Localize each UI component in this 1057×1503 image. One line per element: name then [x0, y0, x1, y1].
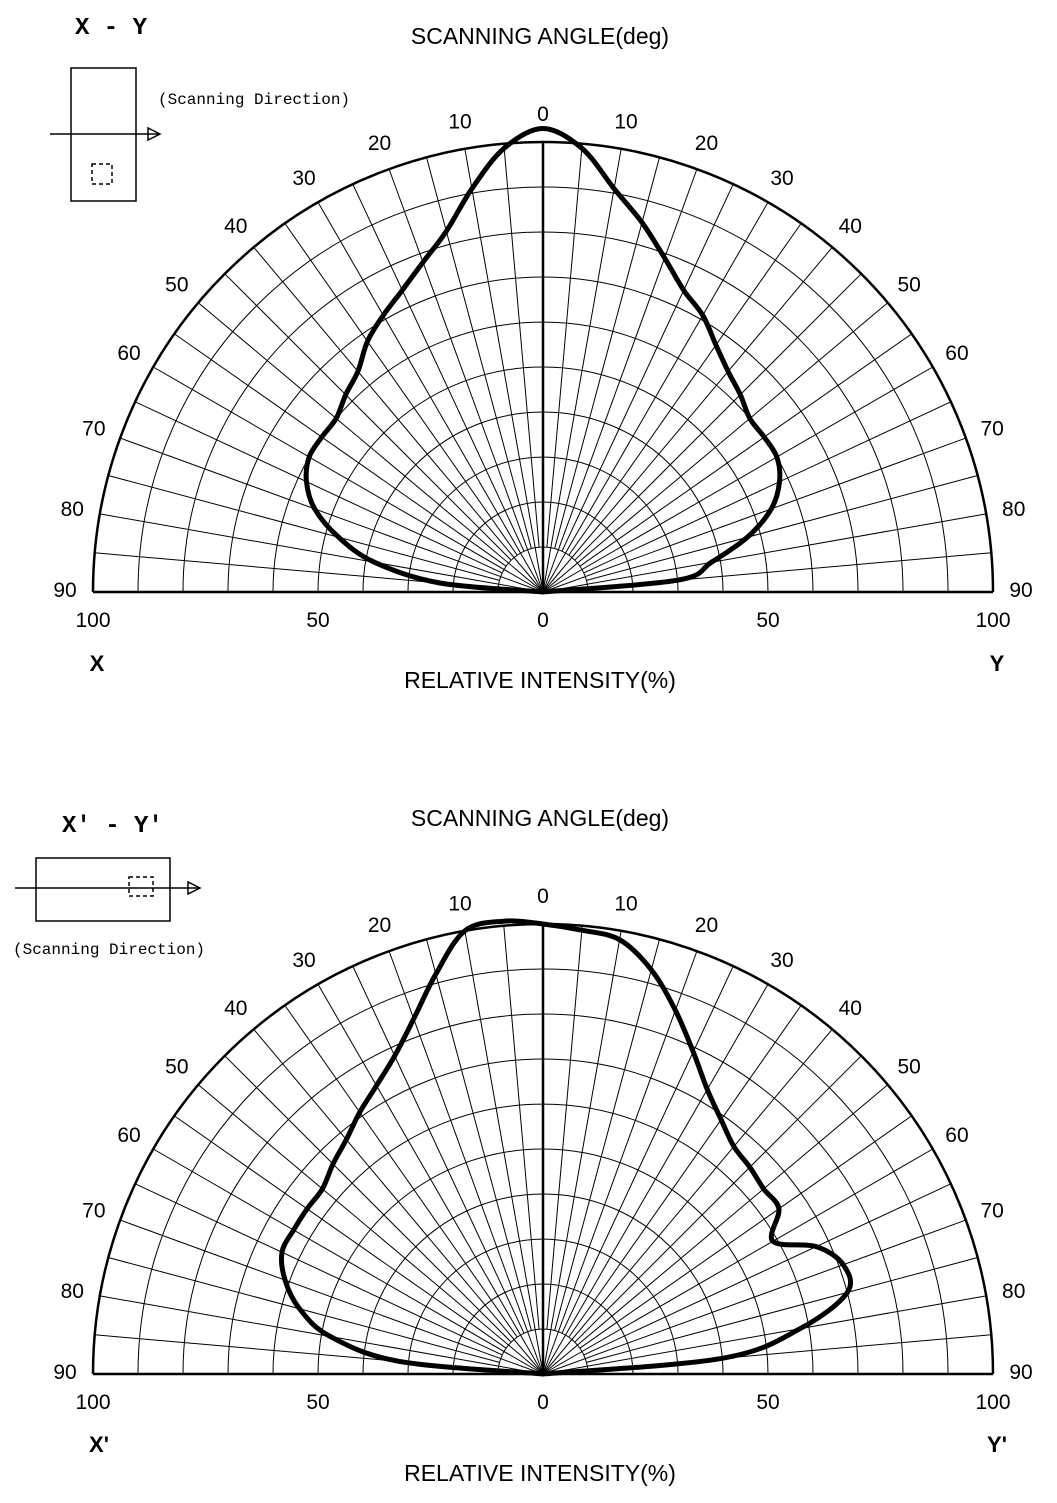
panel-label-1: X - Y	[75, 15, 148, 42]
angle-tick-label: 50	[897, 1055, 921, 1079]
grid-spoke	[543, 1149, 933, 1374]
radius-tick-label: 0	[537, 609, 549, 632]
grid-spoke	[586, 1258, 977, 1363]
radius-tick-label: 50	[306, 1391, 330, 1414]
grid-spoke	[584, 402, 951, 573]
angle-tick-label: 30	[770, 167, 794, 191]
angle-tick-label: 50	[165, 273, 189, 297]
angle-tick-label: 10	[448, 892, 472, 916]
angle-tick-label: 40	[224, 214, 248, 238]
grid-spoke	[504, 926, 539, 1329]
scanning-direction-diagram-2	[15, 858, 200, 921]
radius-tick-label: 100	[75, 1391, 111, 1414]
grid-spoke	[427, 939, 532, 1330]
angle-tick-label: 40	[838, 996, 862, 1020]
chart-title-2: SCANNING ANGLE(deg)	[410, 805, 670, 831]
angle-tick-label: 90	[1009, 579, 1033, 602]
inset-caption-2: (Scanning Direction)	[13, 941, 206, 959]
grid-spoke	[543, 367, 933, 592]
angle-tick-label: 80	[1002, 1279, 1026, 1303]
angle-tick-label: 20	[694, 131, 719, 155]
angle-tick-label: 0	[537, 885, 549, 908]
angle-tick-label: 30	[292, 167, 316, 191]
angle-tick-label: 30	[292, 949, 316, 973]
chart-title-1: SCANNING ANGLE(deg)	[410, 23, 670, 49]
radius-tick-label: 50	[306, 609, 330, 632]
grid-spoke	[562, 184, 733, 551]
radius-tick-label: 50	[756, 1391, 780, 1414]
side-label-right-2: Y'	[987, 1432, 1007, 1457]
radius-tick-label: 0	[537, 1391, 549, 1414]
grid-spoke	[225, 274, 511, 560]
angle-tick-label: 10	[448, 110, 472, 134]
angle-tick-label: 90	[53, 579, 77, 602]
angle-tick-label: 50	[897, 273, 921, 297]
angle-tick-label: 60	[117, 1124, 141, 1147]
angle-tick-label: 10	[614, 110, 638, 134]
grid-spoke	[108, 1258, 499, 1363]
grid-spoke	[543, 984, 768, 1374]
angle-tick-label: 80	[60, 1279, 84, 1303]
panel-label-2: X' - Y'	[62, 813, 163, 840]
angle-tick-label: 70	[980, 1199, 1004, 1223]
radius-tick-label: 100	[75, 609, 111, 632]
x-axis-label-1: RELATIVE INTENSITY(%)	[404, 667, 676, 693]
angle-tick-label: 20	[367, 913, 392, 937]
grid-spoke	[153, 367, 543, 592]
grid-spoke	[555, 939, 660, 1330]
grid-spoke	[555, 157, 660, 548]
angle-tick-label: 60	[117, 342, 141, 365]
angle-tick-label: 80	[60, 497, 84, 521]
angle-tick-label: 40	[224, 996, 248, 1020]
grid-spoke	[580, 1116, 912, 1348]
angle-tick-label: 50	[165, 1055, 189, 1079]
grid-spoke	[285, 1005, 517, 1337]
angle-tick-label: 70	[82, 1199, 106, 1223]
grid-spoke	[547, 926, 582, 1329]
grid-spoke	[569, 1005, 801, 1337]
grid-spoke	[318, 202, 543, 592]
grid-spoke	[575, 274, 861, 560]
grid-spoke	[586, 476, 977, 581]
scanning-direction-diagram-1	[50, 68, 160, 201]
x-axis-label-2: RELATIVE INTENSITY(%)	[404, 1460, 676, 1486]
inset-caption-1: (Scanning Direction)	[158, 91, 351, 109]
grid-spoke	[285, 223, 517, 555]
grid-spoke	[504, 144, 539, 547]
grid-spoke	[153, 1149, 543, 1374]
angle-tick-label: 70	[980, 417, 1004, 441]
angle-tick-label: 60	[945, 342, 969, 365]
grid-spoke	[108, 476, 499, 581]
grid-spoke	[427, 157, 532, 548]
grid-spoke	[562, 966, 733, 1333]
grid-spoke	[569, 223, 801, 555]
detector-dashed-box	[129, 877, 153, 896]
angle-tick-label: 20	[367, 131, 392, 155]
inset-frame	[36, 858, 170, 921]
grid-spoke	[543, 202, 768, 592]
grid-spoke	[575, 1056, 861, 1342]
angle-tick-label: 80	[1002, 497, 1026, 521]
radius-tick-label: 100	[975, 1391, 1011, 1414]
angle-tick-label: 60	[945, 1124, 969, 1147]
grid-spoke	[584, 1184, 951, 1355]
angle-tick-label: 30	[770, 949, 794, 973]
angle-tick-label: 70	[82, 417, 106, 441]
grid-spoke	[353, 966, 524, 1333]
grid-spoke	[135, 402, 502, 573]
polar-plot-1	[53, 103, 1032, 632]
angle-tick-label: 90	[1009, 1361, 1033, 1384]
grid-spoke	[547, 144, 582, 547]
grid-spoke	[174, 334, 506, 566]
angle-tick-label: 90	[53, 1361, 77, 1384]
radius-tick-label: 50	[756, 609, 780, 632]
side-label-right-1: Y	[989, 651, 1005, 676]
radius-tick-label: 100	[975, 609, 1011, 632]
polar-plot-2	[53, 885, 1032, 1414]
angle-tick-label: 0	[537, 103, 549, 126]
angle-tick-label: 40	[838, 214, 862, 238]
grid-spoke	[580, 334, 912, 566]
angle-tick-label: 10	[614, 892, 638, 916]
grid-spoke	[318, 984, 543, 1374]
side-label-left-2: X'	[89, 1432, 109, 1457]
angle-tick-label: 20	[694, 913, 719, 937]
detector-dashed-box	[92, 164, 112, 184]
side-label-left-1: X	[89, 651, 105, 676]
